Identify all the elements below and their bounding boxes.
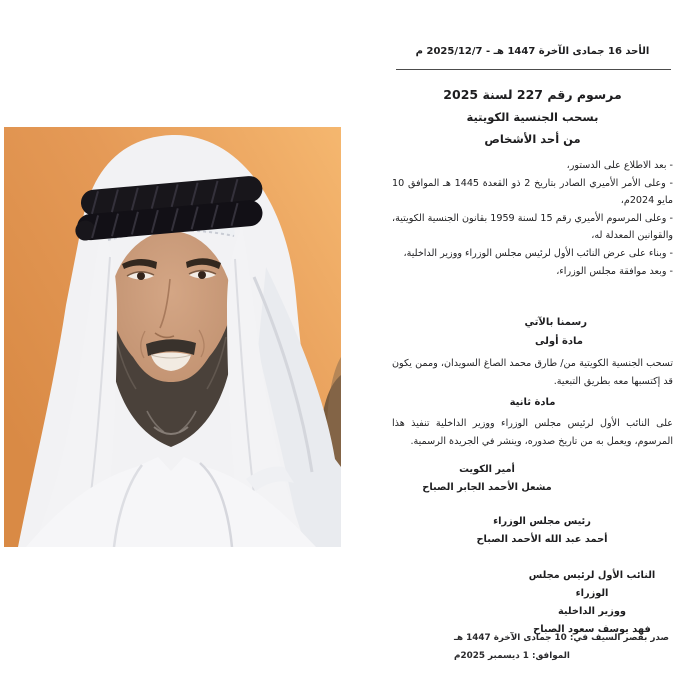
article-1-heading: مادة أولى (535, 336, 583, 347)
signature-title: رئيس مجلس الوزراء (493, 516, 591, 527)
portrait-svg (4, 127, 341, 547)
signature-title: أمير الكويت (459, 464, 515, 475)
issuance-gregorian-date: الموافق: 1 ديسمبر 2025م (454, 650, 570, 661)
signature-title2: ووزير الداخلية (557, 606, 627, 617)
signature-title: النائب الأول لرئيس مجلس الوزراء (528, 570, 656, 599)
header-rule (396, 69, 671, 70)
signature-amir (411, 461, 563, 497)
article-2-text: على النائب الأول لرئيس مجلس الوزراء ووزير الداخلية تنفيذ هذا المرسوم، ويعمل به من تاريخ صدوره، وينشر في الجريدة الرسمية. (392, 418, 673, 447)
decree-title (392, 84, 673, 150)
issuance-footer (454, 630, 673, 665)
article-2-heading: مادة ثانية (509, 397, 556, 408)
article-1-text: تسحب الجنسية الكويتية من/ طارق محمد الصاغ السويدان، وممن يكون قد إكتسبها معه بطريق التبعية. (392, 358, 673, 387)
signature-prime-minister (461, 513, 623, 549)
decree-intro: رسمنا بالآتي (524, 317, 587, 328)
signature-name: أحمد عبد الله الأحمد الصباح (476, 534, 608, 545)
decree-preamble (392, 157, 673, 280)
preamble-item: - بعد الاطلاع على الدستور، (566, 160, 673, 171)
decree-title-line2: بسحب الجنسية الكويتية (466, 110, 599, 124)
decree-document (392, 0, 673, 680)
decree-title-line1: مرسوم رقم 227 لسنة 2025 (443, 87, 622, 102)
issuance-place-date: صدر بقصر السيف في: 10 جمادى الآخرة 1447 هـ (454, 633, 669, 643)
preamble-item: - وعلى الأمر الأميري الصادر بتاريخ 2 ذو القعدة 1445 هـ الموافق 10 مايو 2024م، (392, 177, 673, 207)
preamble-item: - وعلى المرسوم الأميري رقم 15 لسنة 1959 بقانون الجنسية الكويتية، والقوانين المعدلة له، (392, 212, 673, 242)
signature-deputy-pm-interior (511, 567, 673, 639)
signature-name: فهد يوسف سعود الصباح (533, 624, 651, 635)
decree-title-line3: من أحد الأشخاص (484, 132, 581, 146)
preamble-item: - وبعد موافقة مجلس الوزراء، (556, 265, 673, 277)
preamble-item: - وبناء على عرض النائب الأول لرئيس مجلس الوزراء ووزير الداخلية، (403, 247, 673, 259)
portrait-photo (4, 127, 341, 547)
signature-name: مشعل الأحمد الجابر الصباح (422, 482, 552, 493)
decree-date-header: الأحد 16 جمادى الآخرة 1447 هـ - 2025/12/7 م (415, 46, 650, 57)
